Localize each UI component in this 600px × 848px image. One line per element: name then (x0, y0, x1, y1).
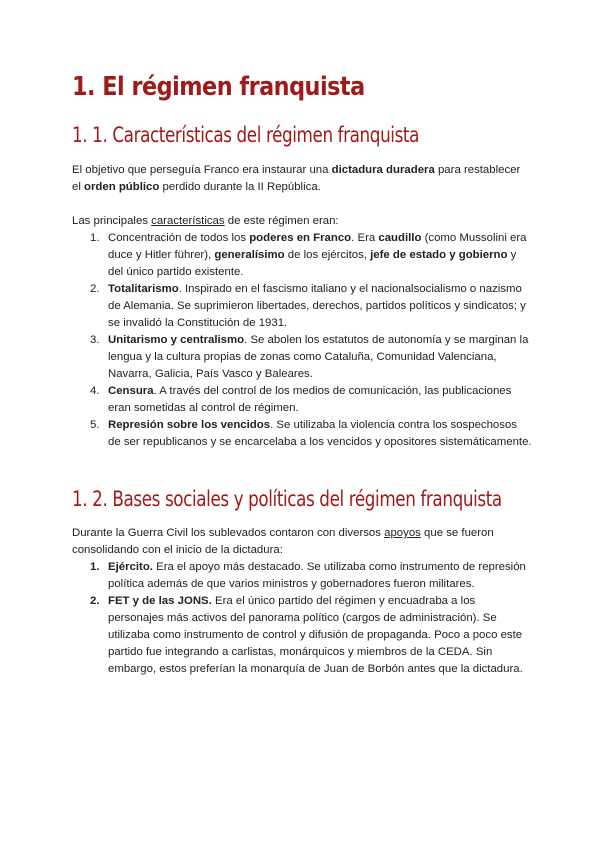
list-item (72, 559, 532, 593)
bold-term: Ejército. (108, 561, 153, 573)
list-number: 2. (90, 283, 100, 295)
link-caracteristicas[interactable]: características (151, 215, 225, 227)
text-run: . A través del control de los medios de comunicación, las publicaciones eran sometidas al control de régimen. (108, 385, 512, 414)
text-run: y del único partido existente. (108, 249, 517, 278)
list-item (72, 383, 532, 417)
text-run: Durante la Guerra Civil los sublevados contaron con diversos (72, 527, 385, 539)
bold-term: jefe de estado y gobierno (370, 249, 508, 261)
list-item (72, 332, 532, 383)
bold-term: poderes en Franco (249, 232, 352, 244)
text-run: Concentración de todos los (108, 232, 250, 244)
characteristics-list (72, 230, 532, 451)
bold-term: Unitarismo y centralismo (108, 334, 245, 346)
bold-term: dictadura duradera (331, 164, 435, 176)
text-run: El objetivo que perseguía Franco era instaurar una (72, 164, 332, 176)
text-run: Las principales (72, 215, 152, 227)
bold-term: orden público (84, 181, 160, 193)
list-number: 4. (90, 385, 100, 397)
bold-term: generalísimo (214, 249, 285, 261)
text-run: . Se utilizaba la violencia contra los sospechosos de ser republicanos y se encarcelaba a los vencidos y opositores sistemáticamente. (108, 419, 532, 448)
list-item (72, 281, 532, 332)
paragraph-intro-characteristics (72, 213, 532, 230)
text-run: Era el único partido del régimen y encuadraba a los personajes más activos del panorama político (cargos de administración). Se utilizaba como instrumento de control y difusión de propaganda. Poco a poco este partido fue integrando a carlistas, monárquicos y miembros de la CEDA. Sin embargo, estos preferían la monarquía de Juan de Borbón antes que la dictadura. (108, 595, 523, 675)
list-item (72, 417, 532, 451)
bold-term: caudillo (378, 232, 422, 244)
list-number: 3. (90, 334, 100, 346)
document-title: 1. El régimen franquista (72, 72, 365, 102)
list-number: 2. (90, 595, 100, 607)
text-run: . Se abolen los estatutos de autonomía y se marginan la lengua y la cultura propias de zonas como Cataluña, Comunidad Valenciana, Navarra, Galicia, País Vasco y Baleares. (108, 334, 529, 380)
text-run: Era el apoyo más destacado. Se utilizaba como instrumento de represión política además de que varios ministros y gobernadores fueron militares. (108, 561, 526, 590)
link-apoyos[interactable]: apoyos (384, 527, 421, 539)
list-number: 5. (90, 419, 100, 431)
text-run: perdido durante la II República. (159, 181, 321, 193)
section-heading-social-bases: 1. 2. Bases sociales y políticas del régimen franquista (72, 487, 502, 511)
list-item (72, 230, 532, 281)
list-item (72, 593, 532, 678)
list-number: 1. (90, 561, 100, 573)
text-run: . Era (351, 232, 379, 244)
paragraph-intro-supports (72, 525, 532, 559)
text-run: (como Mussolini era duce y Hitler führer), (108, 232, 527, 261)
section-heading-characteristics: 1. 1. Características del régimen franquista (72, 123, 420, 147)
text-run: . Inspirado en el fascismo italiano y el nacionalsocialismo o nazismo de Alemania. Se suprimieron libertades, derechos, partidos políticos y sindicatos; y se invalidó la Constitución de 1931. (108, 283, 526, 329)
paragraph-objective (72, 162, 532, 196)
text-run: de los ejércitos, (284, 249, 371, 261)
bold-term: Represión sobre los vencidos (108, 419, 271, 431)
supports-list (72, 559, 532, 678)
text-run: para restablecer el (72, 164, 521, 193)
text-run: que se fueron consolidando con el inicio de la dictadura: (72, 527, 494, 556)
text-run: de este régimen eran: (224, 215, 339, 227)
bold-term: FET y de las JONS. (108, 595, 212, 607)
list-number: 1. (90, 232, 100, 244)
document-page (72, 68, 532, 678)
bold-term: Censura (108, 385, 154, 397)
bold-term: Totalitarismo (108, 283, 179, 295)
